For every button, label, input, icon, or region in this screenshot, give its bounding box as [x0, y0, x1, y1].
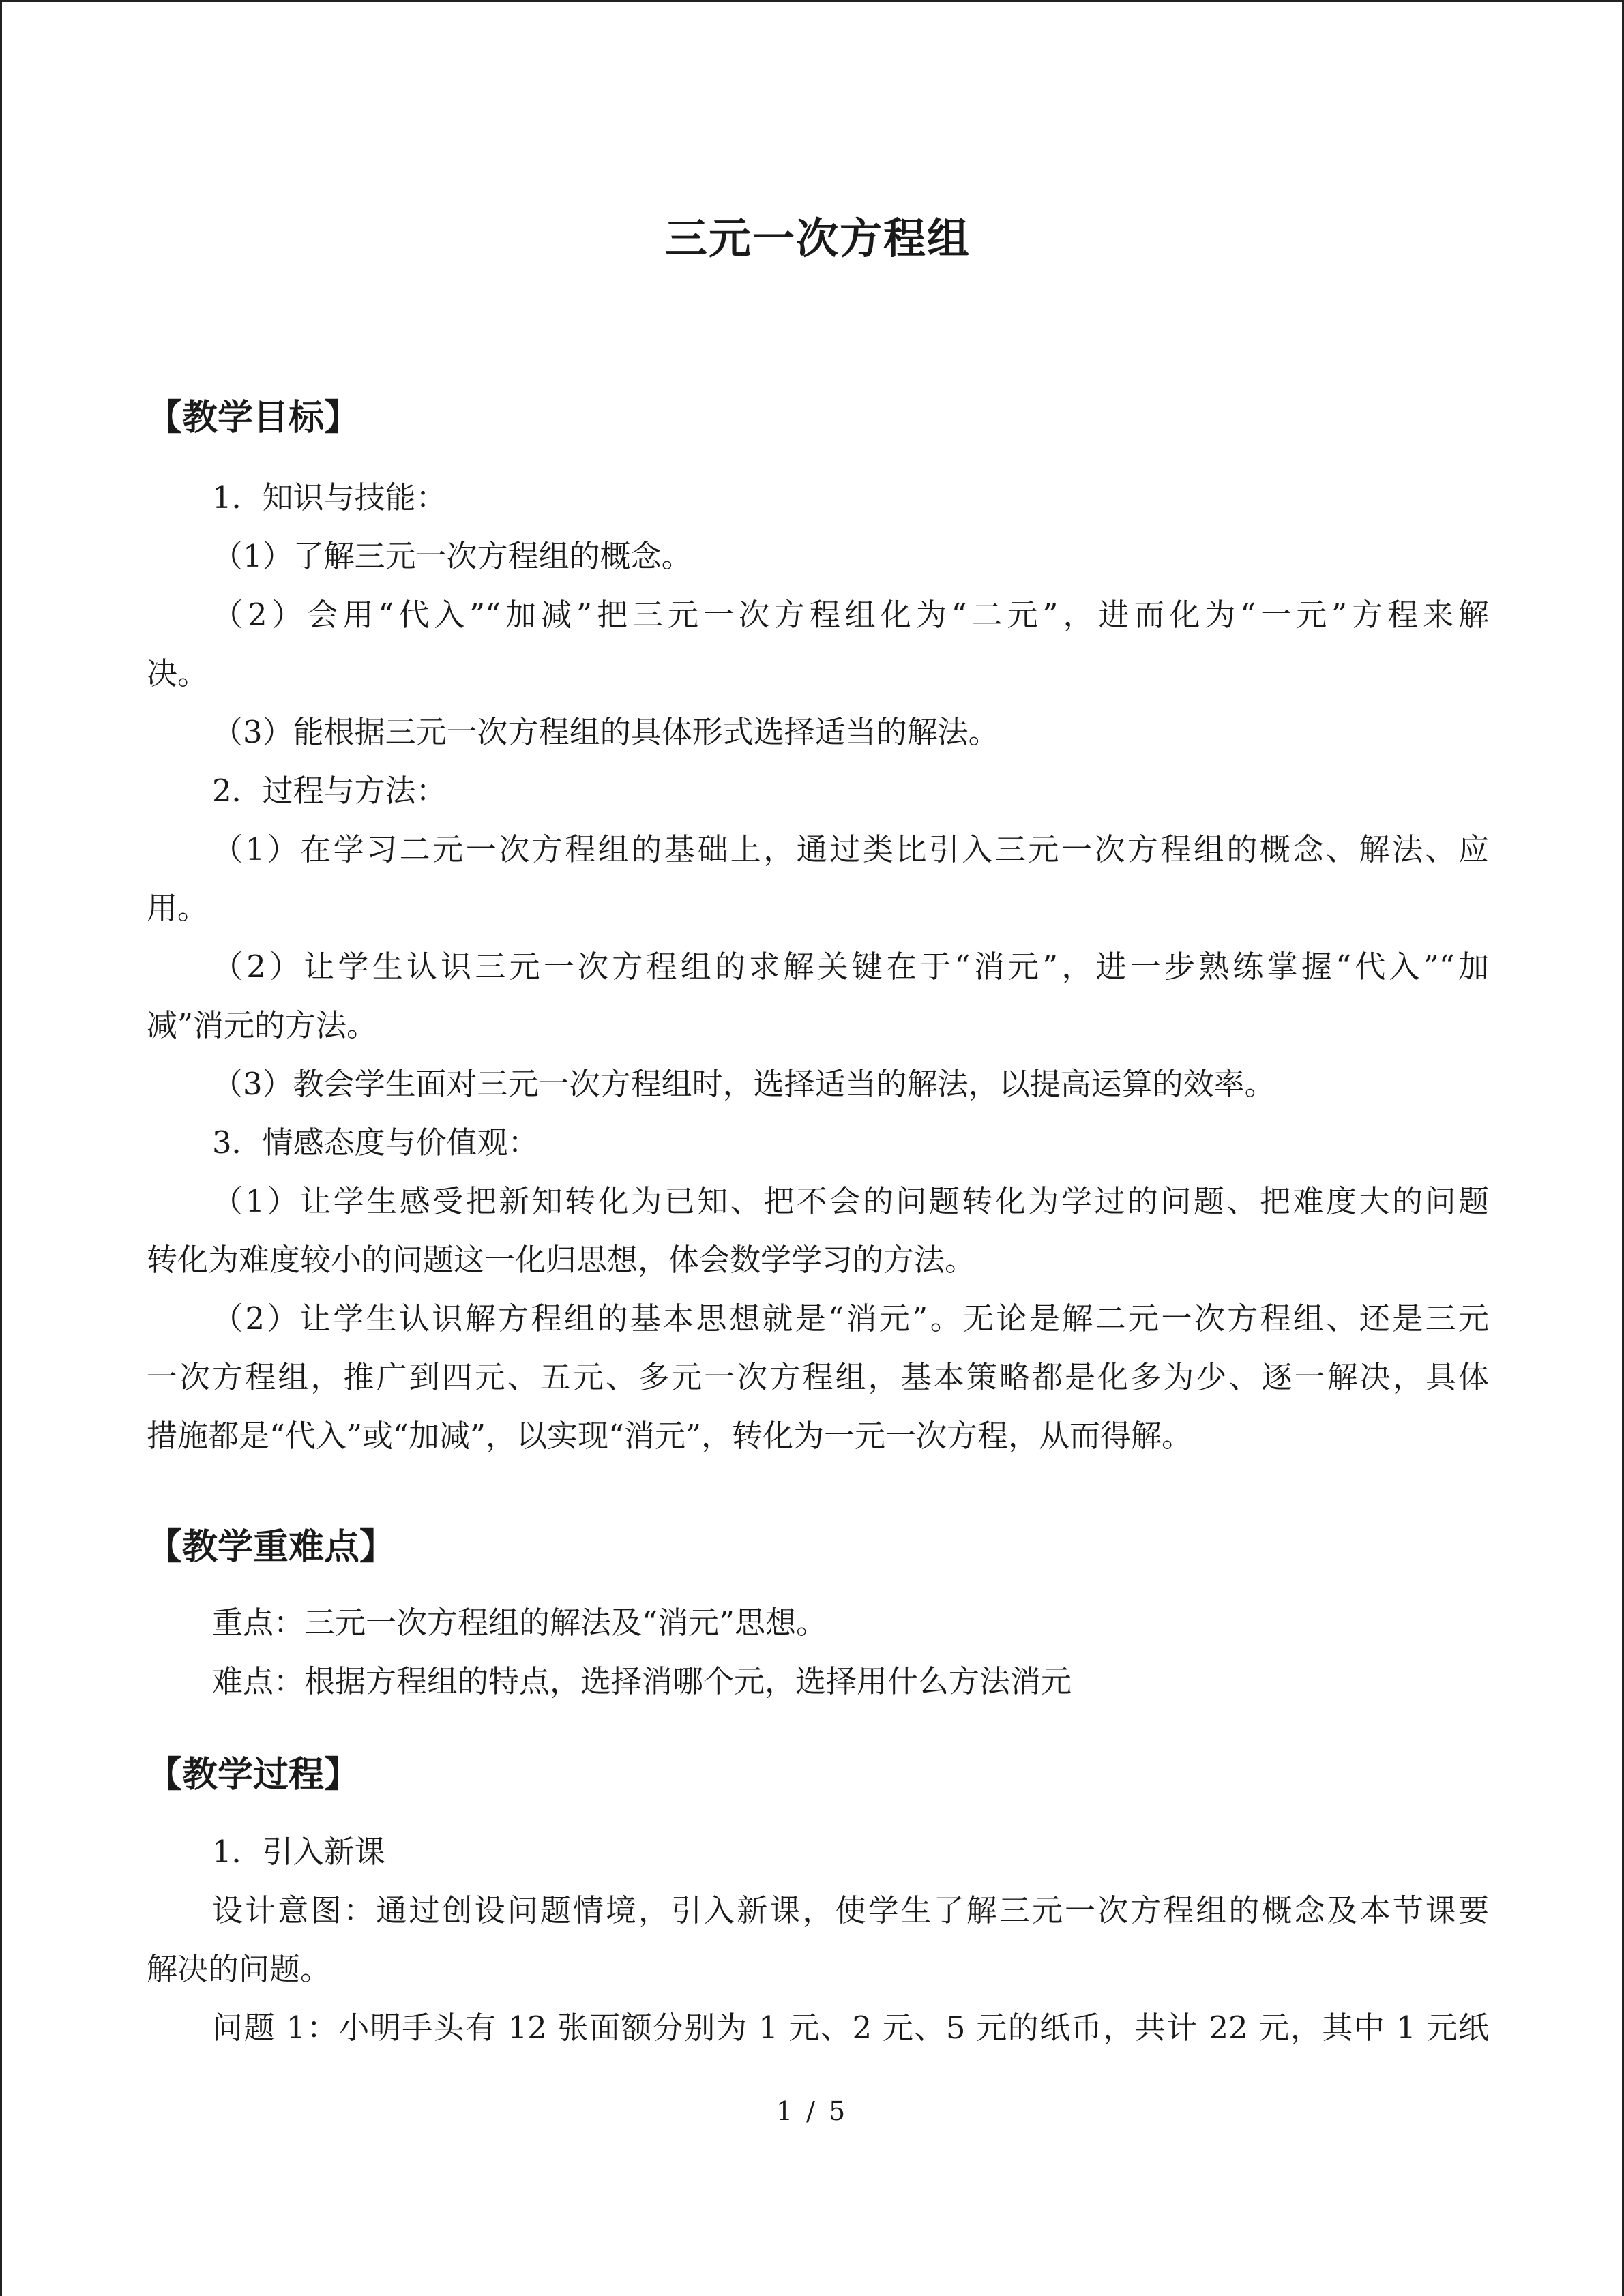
- paragraph-line: （3）教会学生面对三元一次方程组时，选择适当的解法，以提高运算的效率。: [212, 1066, 1275, 1102]
- paragraph-line: 减”消元的方法。: [147, 1007, 378, 1043]
- paragraph-line: 难点：根据方程组的特点，选择消哪个元，选择用什么方法消元: [212, 1663, 1072, 1699]
- paragraph-line: 措施都是“代入”或“加减”，以实现“消元”，转化为一元一次方程，从而得解。: [147, 1418, 1193, 1454]
- heading-objectives: 【教学目标】: [147, 398, 360, 438]
- page-title: 三元一次方程组: [664, 213, 971, 263]
- paragraph-line: 转化为难度较小的问题这一化归思想，体会数学学习的方法。: [147, 1242, 976, 1278]
- paragraph-line: 2．过程与方法：: [212, 773, 447, 809]
- paragraph-line: 用。: [147, 890, 209, 926]
- paragraph-line: 问题 1：小明手头有 12 张面额分别为 1 元、2 元、5 元的纸币，共计 22 元，其中 1 元纸: [212, 2010, 1489, 2046]
- paragraph-line: （2）让学生认识三元一次方程组的求解关键在于“消元”，进一步熟练掌握“代入”“加: [212, 949, 1489, 985]
- paragraph-line: （2）让学生认识解方程组的基本思想就是“消元”。无论是解二元一次方程组、还是三元: [212, 1300, 1489, 1337]
- paragraph-line: （2）会用“代入”“加减”把三元一次方程组化为“二元”，进而化为“一元”方程来解: [212, 597, 1489, 633]
- paragraph-line: 一次方程组，推广到四元、五元、多元一次方程组，基本策略都是化多为少、逐一解决，具体: [147, 1359, 1489, 1395]
- top-border: [0, 0, 1624, 2]
- paragraph-line: （1）在学习二元一次方程组的基础上，通过类比引入三元一次方程组的概念、解法、应: [212, 831, 1489, 867]
- paragraph-line: （1）了解三元一次方程组的概念。: [212, 538, 692, 574]
- heading-process: 【教学过程】: [147, 1755, 360, 1795]
- page-number: 1 / 5: [776, 2096, 848, 2126]
- paragraph-line: 3．情感态度与价值观：: [212, 1124, 539, 1161]
- paragraph-line: 1．引入新课: [212, 1834, 385, 1870]
- paragraph-line: （1）让学生感受把新知转化为已知、把不会的问题转化为学过的问题、把难度大的问题: [212, 1183, 1489, 1219]
- paragraph-line: 设计意图：通过创设问题情境，引入新课，使学生了解三元一次方程组的概念及本节课要: [212, 1892, 1489, 1928]
- paragraph-line: 1．知识与技能：: [212, 479, 447, 516]
- paragraph-line: 解决的问题。: [147, 1951, 331, 1987]
- heading-key-points: 【教学重难点】: [147, 1527, 396, 1568]
- paragraph-line: 重点：三元一次方程组的解法及“消元”思想。: [212, 1605, 827, 1641]
- paragraph-line: 决。: [147, 655, 209, 691]
- paragraph-line: （3）能根据三元一次方程组的具体形式选择适当的解法。: [212, 714, 999, 750]
- left-border: [0, 0, 2, 2296]
